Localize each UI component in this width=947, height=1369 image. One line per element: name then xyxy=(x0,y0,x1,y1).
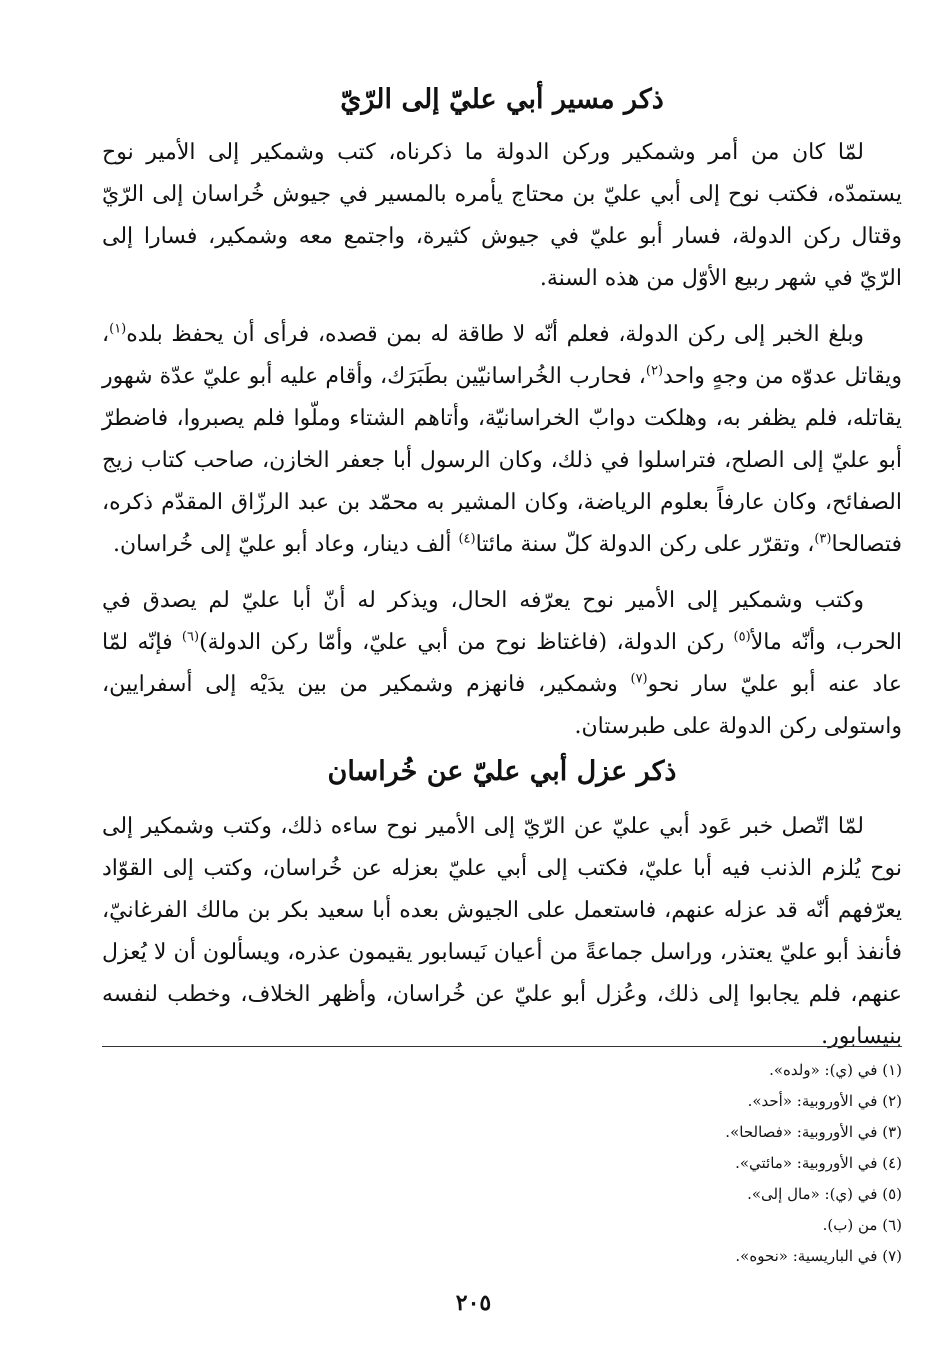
paragraph-2-text-e: ألف دينار، وعاد أبو عليّ إلى خُراسان. xyxy=(113,532,459,557)
paragraph-2-text-c: ، فحارب الخُراسانيّين بطَبَرَك، وأقام عليه أبو عليّ عدّة شهور يقاتله، فلم يظفر به، وهلكت دوابّ الخراسانيّة، وأتاهم الشتاء وملّوا فلم يصبروا، فاضطرّ أبو عليّ إلى الصلح، فتراسلوا في ذلك، وكان الرسول أبا جعفر الخازن، صاحب كتاب زيج الصفائح، وكان عارفاً بعلوم الرياضة، وكان المشير به محمّد بن عبد الرزّاق المقدّم ذكره، فتصالحا xyxy=(102,364,902,557)
footnote-5: (٥) في (ي): «مال إلى». xyxy=(747,1185,902,1203)
page-number: ٢٠٥ xyxy=(455,1290,492,1316)
footnote-6: (٦) من (ب). xyxy=(822,1216,902,1234)
footnote-4: (٤) في الأوروبية: «مائتي». xyxy=(735,1154,902,1172)
footnote-3: (٣) في الأوروبية: «فصالحا». xyxy=(725,1123,902,1141)
section-title-dismissal: ذكر عزل أبي عليّ عن خُراسان xyxy=(327,756,677,787)
footnote-ref-5: (٥) xyxy=(733,629,751,645)
footnote-ref-7: (٧) xyxy=(630,671,648,687)
footnote-ref-1: (١) xyxy=(109,321,127,337)
paragraph-3 xyxy=(102,580,902,748)
paragraph-2-text-a: وبلغ الخبر إلى ركن الدولة، فعلم أنّه لا طاقة له بمن قصده، فرأى أن يحفظ بلده xyxy=(126,322,864,347)
footnote-1: (١) في (ي): «ولده». xyxy=(769,1061,902,1079)
section-body-dismissal xyxy=(102,806,902,1058)
footnote-ref-2: (٢) xyxy=(645,363,664,379)
paragraph-2-text-b: ، ويقاتل عدوّه من وجهٍ واحد xyxy=(102,322,902,389)
paragraph-1: لمّا كان من أمر وشمكير وركن الدولة ما ذكرناه، كتب وشمكير إلى الأمير نوح يستمدّه، فكتب نوح إلى أبي عليّ بن محتاج يأمره بالمسير في جيوش خُراسان إلى الرّيّ وقتال ركن الدولة، فسار أبو عليّ في جيوش كثيرة، واجتمع معه وشمكير، فسارا إلى الرّيّ في شهر ربيع الأوّل من هذه السنة. xyxy=(102,140,902,291)
footnotes xyxy=(102,1046,902,1272)
paragraph-4: لمّا اتّصل خبر عَود أبي عليّ عن الرّيّ إلى الأمير نوح ساءه ذلك، وكتب وشمكير إلى نوح يُلزم الذنب فيه أبا عليّ، فكتب إلى أبي عليّ بعزله عن خُراسان، وكتب إلى القوّاد يعرّفهم أنّه قد عزله عنهم، فاستعمل على الجيوش بعده أبا سعيد بكر بن مالك الفرغانيّ، فأنفذ أبو عليّ يعتذر، وراسل جماعةً من أعيان نَيسابور يقيمون عذره، ويسألون أن لا يُعزل عنهم، فلم يجابوا إلى ذلك، وعُزل أبو عليّ عن خُراسان، وأظهر الخلاف، وخطب لنفسه بنيسابور. xyxy=(102,814,902,1049)
footnote-ref-3: (٣) xyxy=(814,531,832,547)
footnote-ref-6: (٦) xyxy=(181,629,200,645)
paragraph-3-text-c: فإنّه لمّا عاد عنه أبو عليّ سار نحو xyxy=(102,630,902,697)
footnote-7: (٧) في الباريسية: «نحوه». xyxy=(735,1247,902,1265)
paragraph-3-text-b: ركن الدولة، (فاغتاظ نوح من أبي عليّ، وأمّا ركن الدولة) xyxy=(199,630,734,655)
section-body-march-to-rayy xyxy=(102,132,902,748)
paragraph-2 xyxy=(102,314,902,566)
footnote-ref-4: (٤) xyxy=(458,531,476,547)
paragraph-2-text-d: ، وتقرّر على ركن الدولة كلّ سنة مائتا xyxy=(475,532,815,557)
paragraph-3-text-d: وشمكير، فانهزم وشمكير من بين يدَيْه إلى أسفرايين، واستولى ركن الدولة على طبرستان. xyxy=(102,672,902,739)
paragraph-3-text-a: وكتب وشمكير إلى الأمير نوح يعرّفه الحال، ويذكر له أنّ أبا عليّ لم يصدق في الحرب، وأنّه مالأ xyxy=(102,588,902,655)
section-title-march-to-rayy: ذكر مسير أبي عليّ إلى الرّيّ xyxy=(340,84,664,115)
footnote-2: (٢) في الأوروبية: «أحد». xyxy=(747,1092,902,1110)
